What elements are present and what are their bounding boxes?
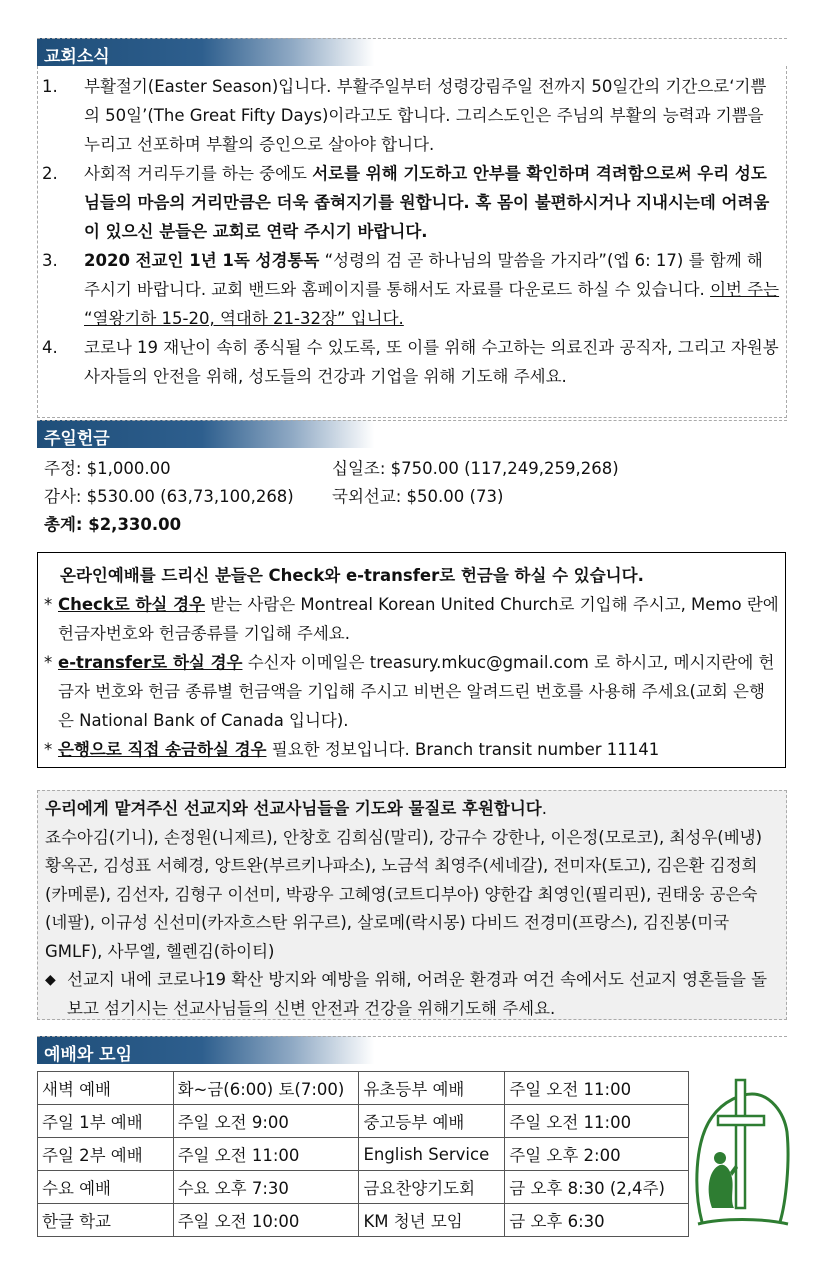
service-name: 금요찬양기도회 [359,1171,505,1204]
service-name: 주일 2부 예배 [38,1138,174,1171]
service-time: 주일 오전 9:00 [173,1105,359,1138]
table-row [38,1072,689,1105]
worship-section-header [37,1036,787,1064]
service-name: 중고등부 예배 [359,1105,505,1138]
news-item-underlined-text: 이번 주는 “열왕기하 15-20, 역대하 21-32장” 입니다. [84,280,780,328]
offering-item: 주정: $1,000.00 [44,459,171,478]
news-item-bold-text: 2020 전교인 1년 1독 성경통독 [84,251,320,270]
news-item-number: 1. [42,77,58,96]
service-name: English Service [359,1138,505,1171]
online-item-key: Check로 하실 경우 [58,595,205,614]
bullet-star: * [44,740,53,759]
mission-prayer [45,966,778,1023]
service-name: 주일 1부 예배 [38,1105,174,1138]
news-item-text: 부활절기(Easter Season)입니다. 부활주일부터 성령강림주일 전까지 50일간의 기간으로‘기쁨의 50일’(The Great Fifty Days)이라고도 합니다. 그리스도인은 주님의 부활의 능력과 기쁨을 누리고 선포하며 부활의 증인으로 살아야 합니다. [84,77,767,154]
online-item-text: 수신자 이메일은 treasury.mkuc@gmail.com 로 하시고, 메시지란에 헌금자 번호와 헌금 종류별 헌금액을 기입해 주시고 비번은 알려드린 번호를 사용해 주세요(교회 은행은 National Bank of Canada 입니다). [58,653,775,730]
news-item-4 [42,333,782,391]
news-item-text: “성령의 검 곧 하나님의 말씀을 가지라”(엡 6: 17) 를 함께 해 주시기 바랍니다. 교회 밴드와 홈페이지를 통해서도 자료를 다운로드 하실 수 있습니다. [84,251,763,299]
online-item-key: e-transfer로 하실 경우 [58,653,243,672]
online-item-key: 은행으로 직접 송금하실 경우 [58,740,267,759]
table-row [38,1171,689,1204]
news-item-bold-text: 서로를 위해 기도하고 안부를 확인하며 격려함으로써 우리 성도님들의 마음의 거리만큼은 더욱 좁혀지기를 원합니다. 혹 몸이 불편하시거나 지내시는데 어려움이 있으신 분들은 교회로 연락 주시기 바랍니다. [84,164,770,241]
worship-schedule-table [37,1071,689,1237]
online-offering-title: 온라인예배를 드리신 분들은 Check와 e-transfer로 헌금을 하실 수 있습니다. [60,566,644,585]
news-item-2 [42,159,782,246]
service-time: 주일 오전 10:00 [173,1204,359,1237]
mission-section [37,790,787,1020]
offering-summary [44,455,784,539]
service-name: KM 청년 모임 [359,1204,505,1237]
news-item-text: 사회적 거리두기를 하는 중에도 [84,164,313,183]
online-offering-bank [44,735,779,764]
offering-section-header [37,420,787,448]
bullet-star: * [44,595,53,614]
online-item-text: 필요한 정보입니다. Branch transit number 11141 [266,740,660,759]
offering-item: 국외선교: $50.00 (73) [332,487,504,506]
service-time: 주일 오전 11:00 [505,1072,689,1105]
service-time: 화~금(6:00) 토(7:00) [173,1072,359,1105]
service-time: 수요 오후 7:30 [173,1171,359,1204]
offering-row [44,455,784,483]
offering-header-title: 주일헌금 [44,429,110,449]
news-item-1 [42,72,782,159]
service-name: 새벽 예배 [38,1072,174,1105]
missionary-list: 죠수아김(기니), 손정원(니제르), 안창호 김희심(말리), 강규수 강한나, 이은정(모로코), 최성우(베냉) 황옥곤, 김성표 서혜경, 앙트완(부르키나파소), 노금석 최영주(세네갈), 전미자(토고), 김은환 김정희(카메룬), 김선자, 김형구 이선미, 박광우 고혜영(코트디부아) 양한갑 최영인(필리핀), 권태웅 공은숙(네팔), 이규성 신선미(카자흐스탄 위구르), 살로메(락시몽) 다비드 전경미(프랑스), 김진봉(미국GMLF), 사무엘, 헬렌김(하이티) [45,827,763,961]
service-time: 주일 오전 11:00 [173,1138,359,1171]
table-row [38,1204,689,1237]
online-offering-box [37,552,786,768]
worship-header-title: 예배와 모임 [44,1045,133,1065]
news-header-title: 교회소식 [44,47,110,67]
offering-total: 총계: $2,330.00 [44,515,182,534]
news-item-text: 코로나 19 재난이 속히 종식될 수 있도록, 또 이를 위해 수고하는 의료진과 공직자, 그리고 자원봉사자들의 안전을 위해, 성도들의 건강과 기업을 위해 기도해 주세요. [84,338,779,386]
offering-row [44,483,784,511]
mission-title: 우리에게 맡겨주신 선교지와 선교사님들을 기도와 물질로 후원합니다 [45,799,542,818]
online-item-text: 받는 사람은 Montreal Korean United Church로 기입해 주시고, Memo 란에 헌금자번호와 헌금종류를 기입해 주세요. [58,595,779,643]
news-section-header [37,38,787,66]
service-name: 유초등부 예배 [359,1072,505,1105]
service-time: 주일 오전 11:00 [505,1105,689,1138]
table-row [38,1105,689,1138]
mission-title-end: . [541,799,547,818]
service-time: 금 오후 6:30 [505,1204,689,1237]
diamond-bullet-icon: ◆ [45,972,56,988]
online-offering-etransfer [44,648,779,735]
news-item-number: 4. [42,338,58,357]
service-time: 금 오후 8:30 (2,4주) [505,1171,689,1204]
news-item-number: 2. [42,164,58,183]
news-item-3 [42,246,782,333]
mission-title-line [45,795,778,824]
service-time: 주일 오후 2:00 [505,1138,689,1171]
cross-with-praying-figure-icon [692,1072,790,1228]
table-row [38,1138,689,1171]
service-name: 수요 예배 [38,1171,174,1204]
mission-prayer-text: 선교지 내에 코로나19 확산 방지와 예방을 위해, 어려운 환경과 여건 속에서도 선교지 영혼들을 돌보고 섬기시는 선교사님들의 신변 안전과 건강을 위해기도해 주세요. [67,970,768,1018]
news-item-number: 3. [42,251,58,270]
bullet-star: * [44,653,53,672]
news-list [42,72,782,391]
online-offering-check [44,590,779,648]
offering-item: 감사: $530.00 (63,73,100,268) [44,487,294,506]
service-name: 한글 학교 [38,1204,174,1237]
offering-item: 십일조: $750.00 (117,249,259,268) [332,459,619,478]
